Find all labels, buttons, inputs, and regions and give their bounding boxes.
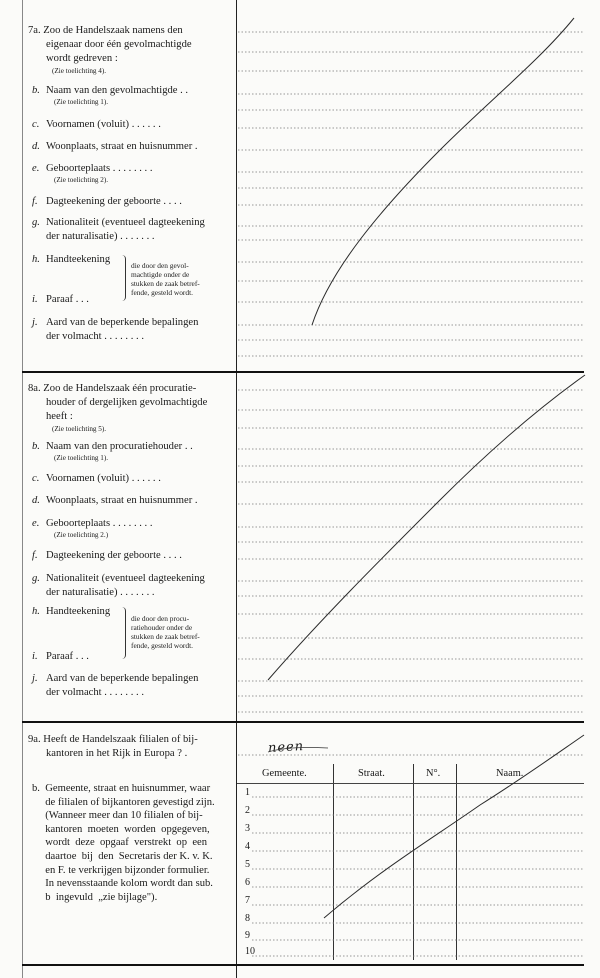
table-header-rule [237, 783, 584, 784]
s8-i-label: Paraaf . . . [46, 651, 89, 662]
s8-d-key: d. [32, 495, 40, 506]
section-7-separator [22, 371, 584, 373]
row-number-9: 9 [245, 930, 250, 941]
s7-f-label: Dagteekening der geboorte . . . . [46, 196, 182, 207]
s8-d-label: Woonplaats, straat en huisnummer . [46, 495, 198, 506]
row-number-6: 6 [245, 877, 250, 888]
s8-b-key: b. [32, 441, 40, 452]
s7-f-key: f. [32, 196, 38, 207]
row-number-2: 2 [245, 805, 250, 816]
s7-brace [120, 255, 126, 301]
s8-brace [120, 607, 126, 659]
s8-brace-line-2: ratiehouder onder de [131, 623, 193, 632]
strike-through-section-7 [312, 18, 574, 325]
section-9-bottom-border [22, 964, 584, 966]
s8-brace-line-1: die door den procu- [131, 614, 190, 623]
s8-e-note: (Zie toelichting 2.) [54, 531, 109, 539]
s8-j-key: j. [32, 673, 38, 684]
strike-through-section-9 [324, 735, 584, 918]
section-7-heading-line-3: wordt gedreven : [46, 53, 118, 64]
s8-f-label: Dagteekening der geboorte . . . . [46, 550, 182, 561]
s8-j-label: Aard van de beperkende bepalingen [46, 673, 199, 684]
strike-through-section-8 [268, 375, 585, 680]
handwritten-answer-neen: neen [267, 739, 305, 756]
table-header-gemeente: Gemeente. [262, 768, 307, 779]
table-col-line-2 [413, 764, 414, 960]
table-header-nr: N°. [426, 768, 441, 779]
row-number-3: 3 [245, 823, 250, 834]
s7-h-label: Handteekening [46, 254, 111, 265]
s7-b-key: b. [32, 85, 40, 96]
table-col-line-1 [333, 764, 334, 960]
s8-g-label-2: der naturalisatie) . . . . . . . [46, 587, 155, 598]
row-number-10: 10 [245, 946, 255, 957]
s8-b-note: (Zie toelichting 1). [54, 454, 109, 462]
s7-i-key: i. [32, 294, 38, 305]
table-header-straat: Straat. [358, 768, 385, 779]
s7-brace-line-3: stukken de zaak betref- [131, 279, 200, 288]
s7-h-key: h. [32, 254, 40, 265]
s7-j-key: j. [32, 317, 38, 328]
s7-j-label-2: der volmacht . . . . . . . . [46, 331, 144, 342]
s7-g-key: g. [32, 217, 40, 228]
s8-b-label: Naam van den procuratiehouder . . [46, 441, 193, 452]
row-number-7: 7 [245, 895, 250, 906]
s7-brace-line-4: fende, gesteld wordt. [131, 288, 193, 297]
section-9-heading-line-1: 9a. Heeft de Handelszaak filialen of bij- [28, 734, 198, 745]
s8-f-key: f. [32, 550, 38, 561]
s8-g-label: Nationaliteit (eventueel dagteekening [46, 573, 205, 584]
section-7-heading-note: (Zie toelichting 4). [52, 67, 107, 75]
s7-e-note: (Zie toelichting 2). [54, 176, 109, 184]
s8-brace-line-3: stukken de zaak betref- [131, 632, 200, 641]
section-8-heading-line-1: 8a. Zoo de Handelszaak één procuratie- [28, 383, 197, 394]
s7-e-label: Geboorteplaats . . . . . . . . [46, 163, 153, 174]
s8-h-label: Handteekening [46, 606, 111, 617]
s8-c-key: c. [32, 473, 40, 484]
s7-d-label: Woonplaats, straat en huisnummer . [46, 141, 198, 152]
section-7-heading-line-2: eigenaar door één gevolmachtigde [46, 39, 192, 50]
section-8-heading-line-2: houder of dergelijken gevolmachtigde [46, 397, 208, 408]
left-margin-line [22, 0, 23, 978]
section-8-separator [22, 721, 584, 723]
s7-c-key: c. [32, 119, 40, 130]
s8-e-label: Geboorteplaats . . . . . . . . [46, 518, 153, 529]
s7-brace-line-1: die door den gevol- [131, 261, 189, 270]
s8-brace-line-4: fende, gesteld wordt. [131, 641, 193, 650]
s7-b-label: Naam van den gevolmachtigde . . [46, 85, 189, 96]
section-9-b-text: b. Gemeente, straat en huisnummer, waar de filialen of bijkantoren gevestigd zijn. (Wanneer meer dan 10 filialen of bij- kantoren moeten worden opgegeven, wordt deze opgaaf verstrekt op een daartoe bij den Secretaris der K. v. K. en F. te verkrijgen bijzonder formulier. In nevensstaande kolom wordt dan sub. b ingevuld „zie bijlage"). [32, 783, 215, 903]
s7-d-key: d. [32, 141, 40, 152]
s7-brace-line-2: machtigde onder de [131, 270, 190, 279]
column-divider [236, 0, 237, 978]
s7-b-note: (Zie toelichting 1). [54, 98, 109, 106]
s7-c-label: Voornamen (voluit) . . . . . . [46, 119, 161, 130]
s7-g-label-2: der naturalisatie) . . . . . . . [46, 231, 155, 242]
s7-j-label: Aard van de beperkende bepalingen [46, 317, 199, 328]
row-number-4: 4 [245, 841, 250, 852]
row-number-1: 1 [245, 787, 250, 798]
s7-i-label: Paraaf . . . [46, 294, 89, 305]
table-col-line-3 [456, 764, 457, 960]
section-7-heading-line-1: 7a. Zoo de Handelszaak namens den [28, 25, 183, 36]
section-9-heading-line-2: kantoren in het Rijk in Europa ? . [46, 748, 188, 759]
s7-g-label: Nationaliteit (eventueel dagteekening [46, 217, 205, 228]
s8-c-label: Voornamen (voluit) . . . . . . [46, 473, 161, 484]
section-8-heading-line-3: heeft : [46, 411, 73, 422]
s8-j-label-2: der volmacht . . . . . . . . [46, 687, 144, 698]
s7-e-key: e. [32, 163, 40, 174]
table-header-naam: Naam. [496, 768, 524, 779]
row-number-5: 5 [245, 859, 250, 870]
s8-i-key: i. [32, 651, 38, 662]
row-number-8: 8 [245, 913, 250, 924]
s8-e-key: e. [32, 518, 40, 529]
s8-g-key: g. [32, 573, 40, 584]
s8-h-key: h. [32, 606, 40, 617]
section-8-heading-note: (Zie toelichting 5). [52, 425, 107, 433]
